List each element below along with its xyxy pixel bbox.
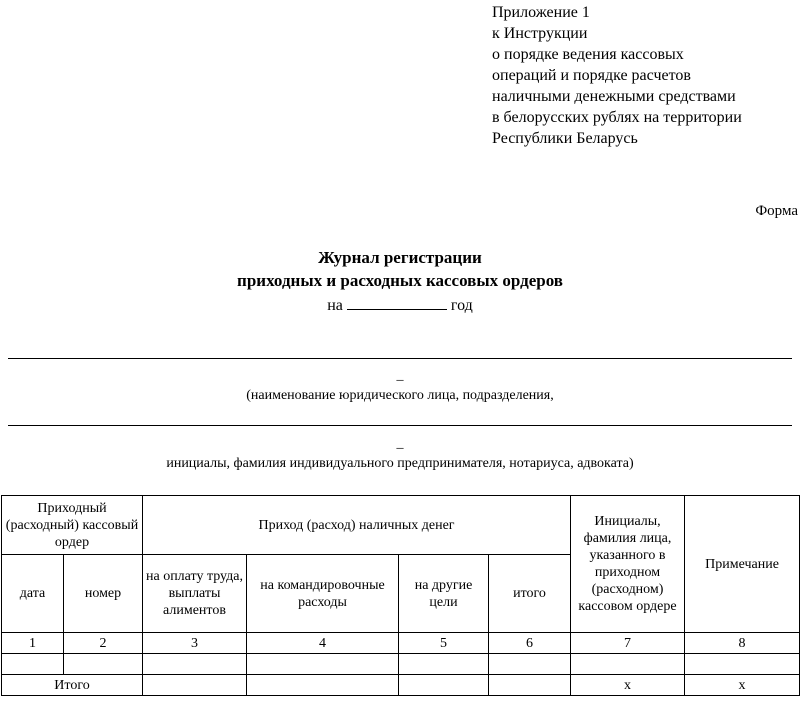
year-line xyxy=(0,295,800,315)
table-header-row xyxy=(2,496,800,555)
entrepreneur-dash: _ xyxy=(396,436,404,451)
year-prefix: на xyxy=(327,297,343,314)
journal-table xyxy=(1,495,800,696)
appendix-line: к Инструкции xyxy=(492,25,588,42)
appendix-line: Республики Беларусь xyxy=(492,130,638,147)
total-label: Итого xyxy=(2,675,143,696)
total-cell[interactable] xyxy=(247,675,399,696)
year-blank-field[interactable] xyxy=(347,295,447,310)
header-cash-group: Приход (расход) наличных денег xyxy=(143,496,571,555)
total-x-mark: x xyxy=(685,675,800,696)
column-number: 2 xyxy=(64,633,143,654)
table-cell[interactable] xyxy=(685,654,800,675)
year-suffix: год xyxy=(450,297,473,314)
header-date: дата xyxy=(2,555,64,633)
total-cell[interactable] xyxy=(143,675,247,696)
header-order-group: Приходный (расходный) кассовый ордер xyxy=(2,496,143,555)
appendix-line: в белорусских рублях на территории xyxy=(492,109,742,126)
header-wages: на оплату труда, выплаты алиментов xyxy=(143,555,247,633)
entrepreneur-caption: инициалы, фамилия индивидуального предпринимателя, нотариуса, адвоката) xyxy=(166,456,634,471)
entrepreneur-field-line[interactable] xyxy=(8,425,792,426)
total-cell[interactable] xyxy=(399,675,489,696)
appendix-line: Приложение 1 xyxy=(492,4,590,21)
appendix-line: о порядке ведения кассовых xyxy=(492,46,684,63)
table-cell[interactable] xyxy=(489,654,571,675)
header-number: номер xyxy=(64,555,143,633)
column-number: 6 xyxy=(489,633,571,654)
column-number: 4 xyxy=(247,633,399,654)
entity-name-caption: (наименование юридического лица, подразделения, xyxy=(246,388,554,403)
header-initials: Инициалы, фамилия лица, указанного в приходном (расходном) кассовом ордере xyxy=(571,496,685,633)
header-travel: на командировочные расходы xyxy=(247,555,399,633)
header-note: Примечание xyxy=(685,496,800,633)
document-title-line2: приходных и расходных кассовых ордеров xyxy=(237,271,563,290)
column-number: 8 xyxy=(685,633,800,654)
header-other: на другие цели xyxy=(399,555,489,633)
column-number-row xyxy=(2,633,800,654)
column-number: 5 xyxy=(399,633,489,654)
header-total: итого xyxy=(489,555,571,633)
table-row xyxy=(2,654,800,675)
table-cell[interactable] xyxy=(399,654,489,675)
entity-name-dash: _ xyxy=(396,368,404,383)
total-x-mark: x xyxy=(571,675,685,696)
column-number: 3 xyxy=(143,633,247,654)
column-number: 1 xyxy=(2,633,64,654)
appendix-line: операций и порядке расчетов xyxy=(492,67,691,84)
table-cell[interactable] xyxy=(143,654,247,675)
total-row xyxy=(2,675,800,696)
entity-name-field-line[interactable] xyxy=(8,358,792,359)
total-cell[interactable] xyxy=(489,675,571,696)
table-cell[interactable] xyxy=(64,654,143,675)
table-cell[interactable] xyxy=(247,654,399,675)
table-cell[interactable] xyxy=(2,654,64,675)
appendix-block xyxy=(492,2,742,149)
column-number: 7 xyxy=(571,633,685,654)
document-title-line1: Журнал регистрации xyxy=(318,248,482,267)
table-cell[interactable] xyxy=(571,654,685,675)
form-label: Форма xyxy=(755,203,798,219)
appendix-line: наличными денежными средствами xyxy=(492,88,736,105)
